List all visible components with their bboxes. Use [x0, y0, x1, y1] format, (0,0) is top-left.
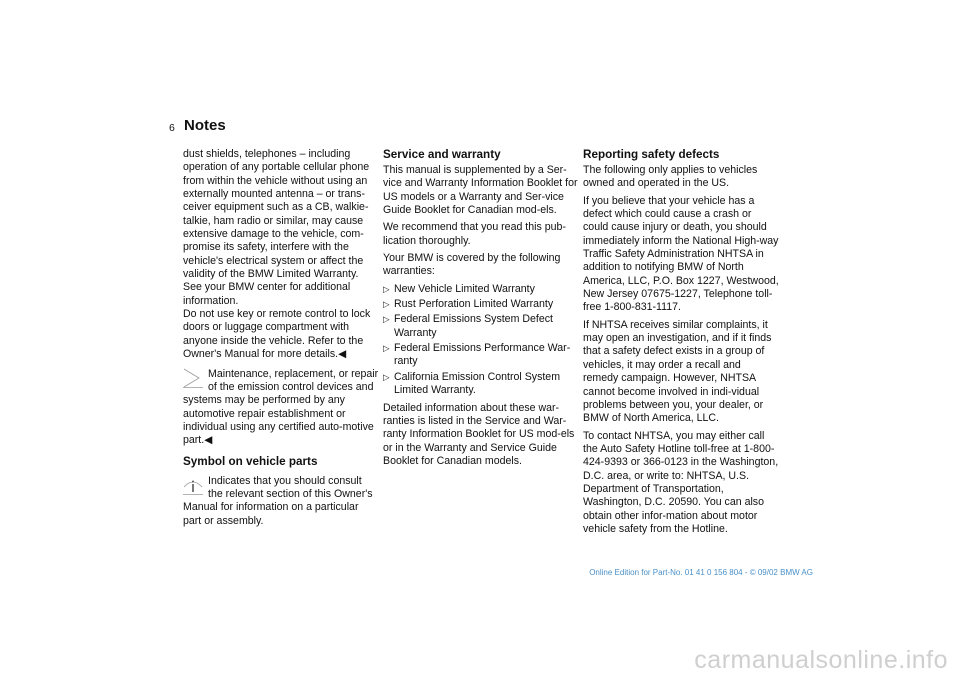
paragraph: Detailed information about these war-ranties is listed in the Service and War-ranty Information Booklet for US mod-els or in the Warranty and Service Guide Booklet for Canadian models.: [383, 401, 575, 467]
list-item: [383, 298, 579, 311]
list-item-text: Federal Emissions Performance War-ranty: [394, 342, 571, 368]
list-item: [383, 342, 579, 369]
bullet-triangle-icon: ▷: [383, 299, 390, 310]
note-block: [183, 475, 379, 528]
paragraph: The following only applies to vehicles owned and operated in the US.: [583, 164, 758, 190]
paragraph: If NHTSA receives similar complaints, it may open an investigation, and if it finds that a safety defect exists in a group of vehicles, it may order a recall and remedy campaign. However, NHTSA cannot become involved in indi-vidual problems between you, your dealer, or BMW of North America, LLC.: [583, 318, 772, 425]
page-number: 6: [169, 122, 175, 134]
note-text: Maintenance, replacement, or repair of the emission control devices and systems may be performed by any automotive repair establishment or individual using any certified auto-motive part.◀: [183, 367, 379, 447]
note-triangle-icon: [183, 368, 203, 388]
warranty-list: [383, 283, 579, 398]
bullet-triangle-icon: ▷: [383, 314, 390, 325]
column-middle: [383, 148, 579, 472]
list-item-text: Federal Emissions System Defect Warranty: [394, 313, 553, 339]
note-text: Indicates that you should consult the relevant section of this Owner's Manual for information on a particular part or assembly.: [183, 474, 373, 527]
bullet-triangle-icon: ▷: [383, 371, 390, 382]
paragraph: Your BMW is covered by the following warranties:: [383, 252, 561, 278]
note-block: [183, 368, 379, 448]
page-title: Notes: [184, 117, 226, 134]
bullet-triangle-icon: ▷: [383, 343, 390, 354]
paragraph: If you believe that your vehicle has a defect which could cause a crash or could cause injury or death, you should immediately inform the National High-way Traffic Safety Administration NHTSA in addition to notifying BMW of North America, LLC, P.O. Box 1227, Westwood, New Jersey 07675-1227, Telephone toll-free 1-800-831-1117.: [583, 194, 779, 314]
section-heading: Service and warranty: [383, 148, 501, 161]
column-right: [583, 148, 779, 540]
list-item: [383, 313, 579, 340]
list-item-text: California Emission Control System Limited Warranty.: [394, 370, 561, 397]
paragraph: This manual is supplemented by a Ser-vice and Warranty Information Booklet for US models or a Warranty and Ser-vice Guide Booklet for Canadian mod-els.: [383, 164, 578, 217]
paragraph: dust shields, telephones – including operation of any portable cellular phone from within the vehicle without using an externally mounted antenna – or trans-ceiver equipment such as a CB, walkie-talkie, ham radio or similar, may cause extensive damage to the vehicle, com-promise its safety, interfere with the vehicle's electrical system or affect the validity of the BMW Limited Warranty. See your BMW center for additional information.: [183, 148, 370, 307]
paragraph: We recommend that you read this pub-lication thoroughly.: [383, 221, 566, 247]
paragraph: Do not use key or remote control to lock doors or luggage compartment with anyone inside the vehicle. Refer to the Owner's Manual for more details.◀: [183, 308, 371, 361]
section-heading: Reporting safety defects: [583, 148, 720, 161]
list-item-text: New Vehicle Limited Warranty: [394, 282, 535, 295]
bullet-triangle-icon: ▷: [383, 283, 390, 294]
section-heading: Symbol on vehicle parts: [183, 454, 318, 468]
footer-edition: Online Edition for Part-No. 01 41 0 156 804 - © 09/02 BMW AG: [589, 568, 813, 577]
watermark: carmanualsonline.info: [694, 646, 948, 674]
list-item: [383, 283, 579, 296]
list-item-text: Rust Perforation Limited Warranty: [394, 298, 554, 311]
column-left: [183, 148, 379, 528]
vehicle-symbol-icon: [183, 475, 203, 495]
list-item: [383, 371, 579, 398]
paragraph: To contact NHTSA, you may either call the Auto Safety Hotline toll-free at 1-800-424-9393 or 366-0123 in the Washington, D.C. area, or write to: NHTSA, U.S. Department of Transportation, Washington, D.C. 20590. You can also obtain other infor-mation about motor vehicle safety from the Hotline.: [583, 429, 779, 535]
